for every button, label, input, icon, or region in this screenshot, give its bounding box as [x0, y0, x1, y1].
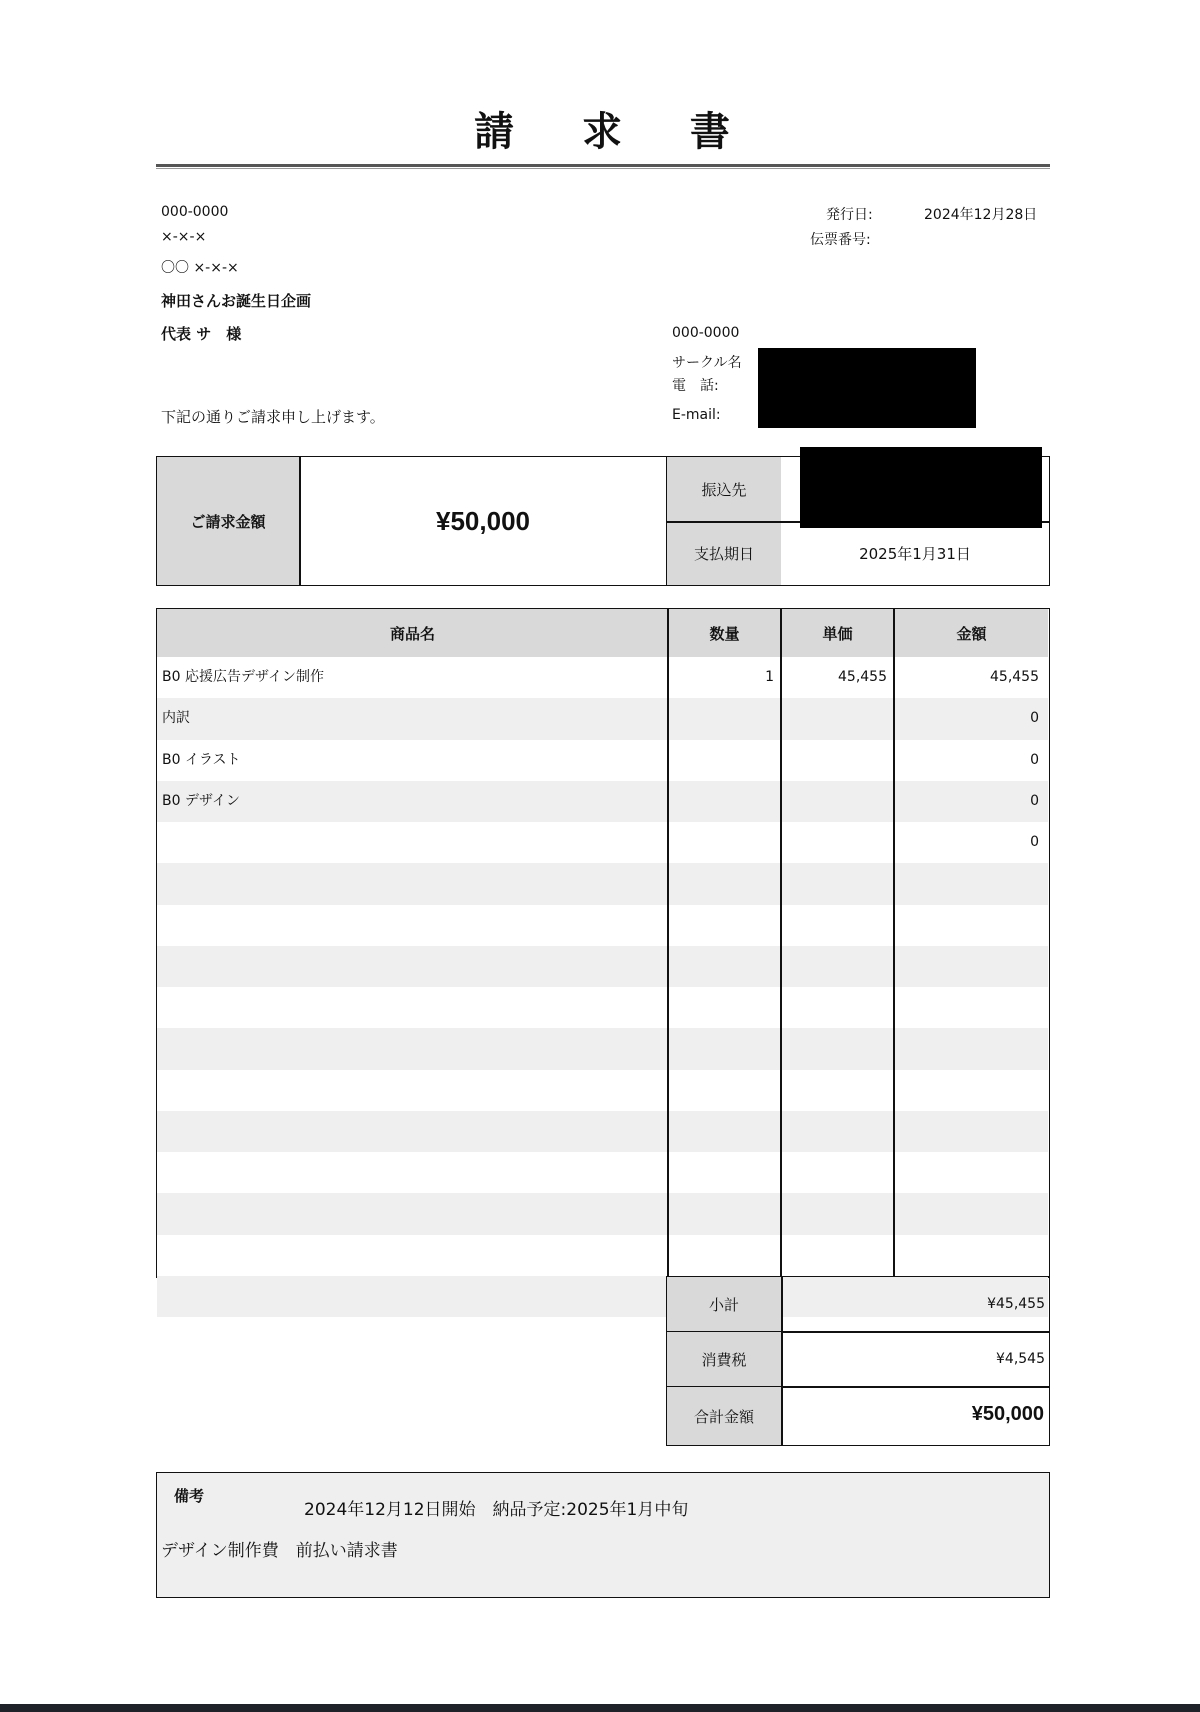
item-amount-cell: [894, 946, 1039, 987]
item-qty-cell: [668, 1028, 774, 1069]
total-label: 合計金額: [667, 1387, 781, 1445]
recipient-postal: 000-0000: [161, 204, 229, 220]
item-name-cell: [162, 1028, 662, 1069]
issuer-email-label: E-mail:: [672, 407, 721, 423]
due-date-label: 支払期日: [667, 522, 781, 585]
item-amount-cell: [894, 863, 1039, 904]
recipient-address-1: ×-×-×: [161, 229, 207, 245]
column-divider: [780, 609, 782, 1277]
issue-date-value: 2024年12月28日: [924, 207, 1038, 223]
item-amount-cell: 0: [1030, 710, 1039, 727]
item-qty-cell: [668, 1193, 774, 1234]
item-qty-cell: [668, 781, 774, 822]
recipient-name: 代表 サ 様: [161, 325, 242, 343]
bank-label: 振込先: [667, 457, 781, 521]
item-price-cell: [781, 987, 887, 1028]
header-quantity: 数量: [709, 624, 740, 643]
item-qty-cell: [668, 1111, 774, 1152]
item-name-cell: [162, 1152, 662, 1193]
total-value: ¥50,000: [971, 1403, 1044, 1425]
tax-value: ¥4,545: [996, 1351, 1045, 1367]
item-price-cell: [781, 781, 887, 822]
item-name-cell: [162, 863, 662, 904]
item-name-cell: B0 応援広告デザイン制作: [162, 669, 324, 685]
item-name-cell: [162, 822, 662, 863]
title-rule: [156, 164, 1050, 167]
tax-label: 消費税: [667, 1332, 781, 1386]
title-rule-thin: [156, 168, 1050, 169]
redaction-block: [758, 348, 976, 428]
issuer-phone-label: 電 話:: [672, 378, 719, 394]
header-product: 商品名: [389, 624, 435, 643]
item-amount-cell: [894, 987, 1039, 1028]
item-name-cell: 内訳: [162, 710, 190, 727]
item-price-cell: [781, 740, 887, 781]
divider: [781, 1277, 783, 1445]
item-amount-cell: [894, 1152, 1039, 1193]
greeting-text: 下記の通りご請求申し上げます。: [161, 408, 385, 426]
item-name-cell: [162, 1193, 662, 1234]
item-price-cell: [781, 946, 887, 987]
column-divider: [893, 609, 895, 1277]
bottom-bar: [0, 1704, 1200, 1712]
item-qty-cell: [668, 698, 774, 739]
notes-line-2: デザイン制作費 前払い請求書: [161, 1541, 398, 1561]
items-table: [156, 608, 1050, 1278]
slip-number-label: 伝票番号:: [810, 232, 871, 248]
recipient-org: 神田さんお誕生日企画: [161, 292, 312, 310]
item-price-cell: [781, 1235, 887, 1276]
item-price-cell: [781, 905, 887, 946]
item-name-cell: [162, 1070, 662, 1111]
issue-date-label: 発行日:: [826, 207, 873, 223]
item-amount-cell: [894, 905, 1039, 946]
subtotal-label: 小計: [667, 1277, 781, 1331]
item-amount-cell: [894, 1070, 1039, 1111]
item-price-cell: [781, 698, 887, 739]
item-name-cell: [162, 1235, 662, 1276]
item-qty-cell: [668, 863, 774, 904]
item-price-cell: [781, 863, 887, 904]
item-name-cell: [162, 905, 662, 946]
item-qty-cell: [668, 1070, 774, 1111]
item-price-cell: [781, 1070, 887, 1111]
header-unit-price: 単価: [822, 624, 853, 643]
notes-line-1: 2024年12月12日開始 納品予定:2025年1月中旬: [304, 1500, 689, 1520]
item-name-cell: [162, 987, 662, 1028]
notes-box: [156, 1472, 1050, 1598]
item-qty-cell: [668, 905, 774, 946]
issuer-circle-label: サークル名: [672, 355, 742, 371]
item-price-cell: [781, 1193, 887, 1234]
item-amount-cell: [894, 1235, 1039, 1276]
item-qty-cell: [668, 946, 774, 987]
item-name-cell: [162, 946, 662, 987]
redaction-block: [800, 447, 1042, 528]
item-name-cell: [162, 1276, 662, 1317]
subtotal-value: ¥45,455: [987, 1296, 1045, 1312]
item-qty-cell: [668, 1235, 774, 1276]
item-name-cell: B0 デザイン: [162, 792, 240, 809]
due-date-value: 2025年1月31日: [859, 545, 971, 563]
billing-amount-label: ご請求金額: [157, 457, 299, 585]
item-amount-cell: 45,455: [990, 669, 1039, 685]
document-title: 請 求 書: [474, 108, 732, 155]
item-amount-cell: 0: [1030, 792, 1039, 809]
recipient-address-2: 〇〇 ×-×-×: [161, 260, 239, 276]
notes-label: 備考: [174, 1487, 205, 1505]
item-price-cell: [781, 1111, 887, 1152]
item-qty-cell: 1: [765, 669, 774, 685]
item-name-cell: B0 イラスト: [162, 751, 241, 768]
item-price-cell: [781, 1152, 887, 1193]
item-qty-cell: [668, 987, 774, 1028]
header-amount: 金額: [956, 624, 987, 643]
item-name-cell: [162, 1111, 662, 1152]
item-amount-cell: [894, 1193, 1039, 1234]
item-price-cell: [781, 1028, 887, 1069]
column-divider: [667, 609, 669, 1277]
issuer-postal: 000-0000: [672, 325, 740, 341]
item-price-cell: 45,455: [838, 669, 887, 685]
item-qty-cell: [668, 1152, 774, 1193]
item-amount-cell: 0: [1030, 751, 1039, 768]
item-amount-cell: [894, 1028, 1039, 1069]
item-amount-cell: 0: [1030, 834, 1039, 850]
item-qty-cell: [668, 740, 774, 781]
item-qty-cell: [668, 822, 774, 863]
item-amount-cell: [894, 1111, 1039, 1152]
billing-amount-value: ¥50,000: [436, 505, 530, 536]
item-price-cell: [781, 822, 887, 863]
